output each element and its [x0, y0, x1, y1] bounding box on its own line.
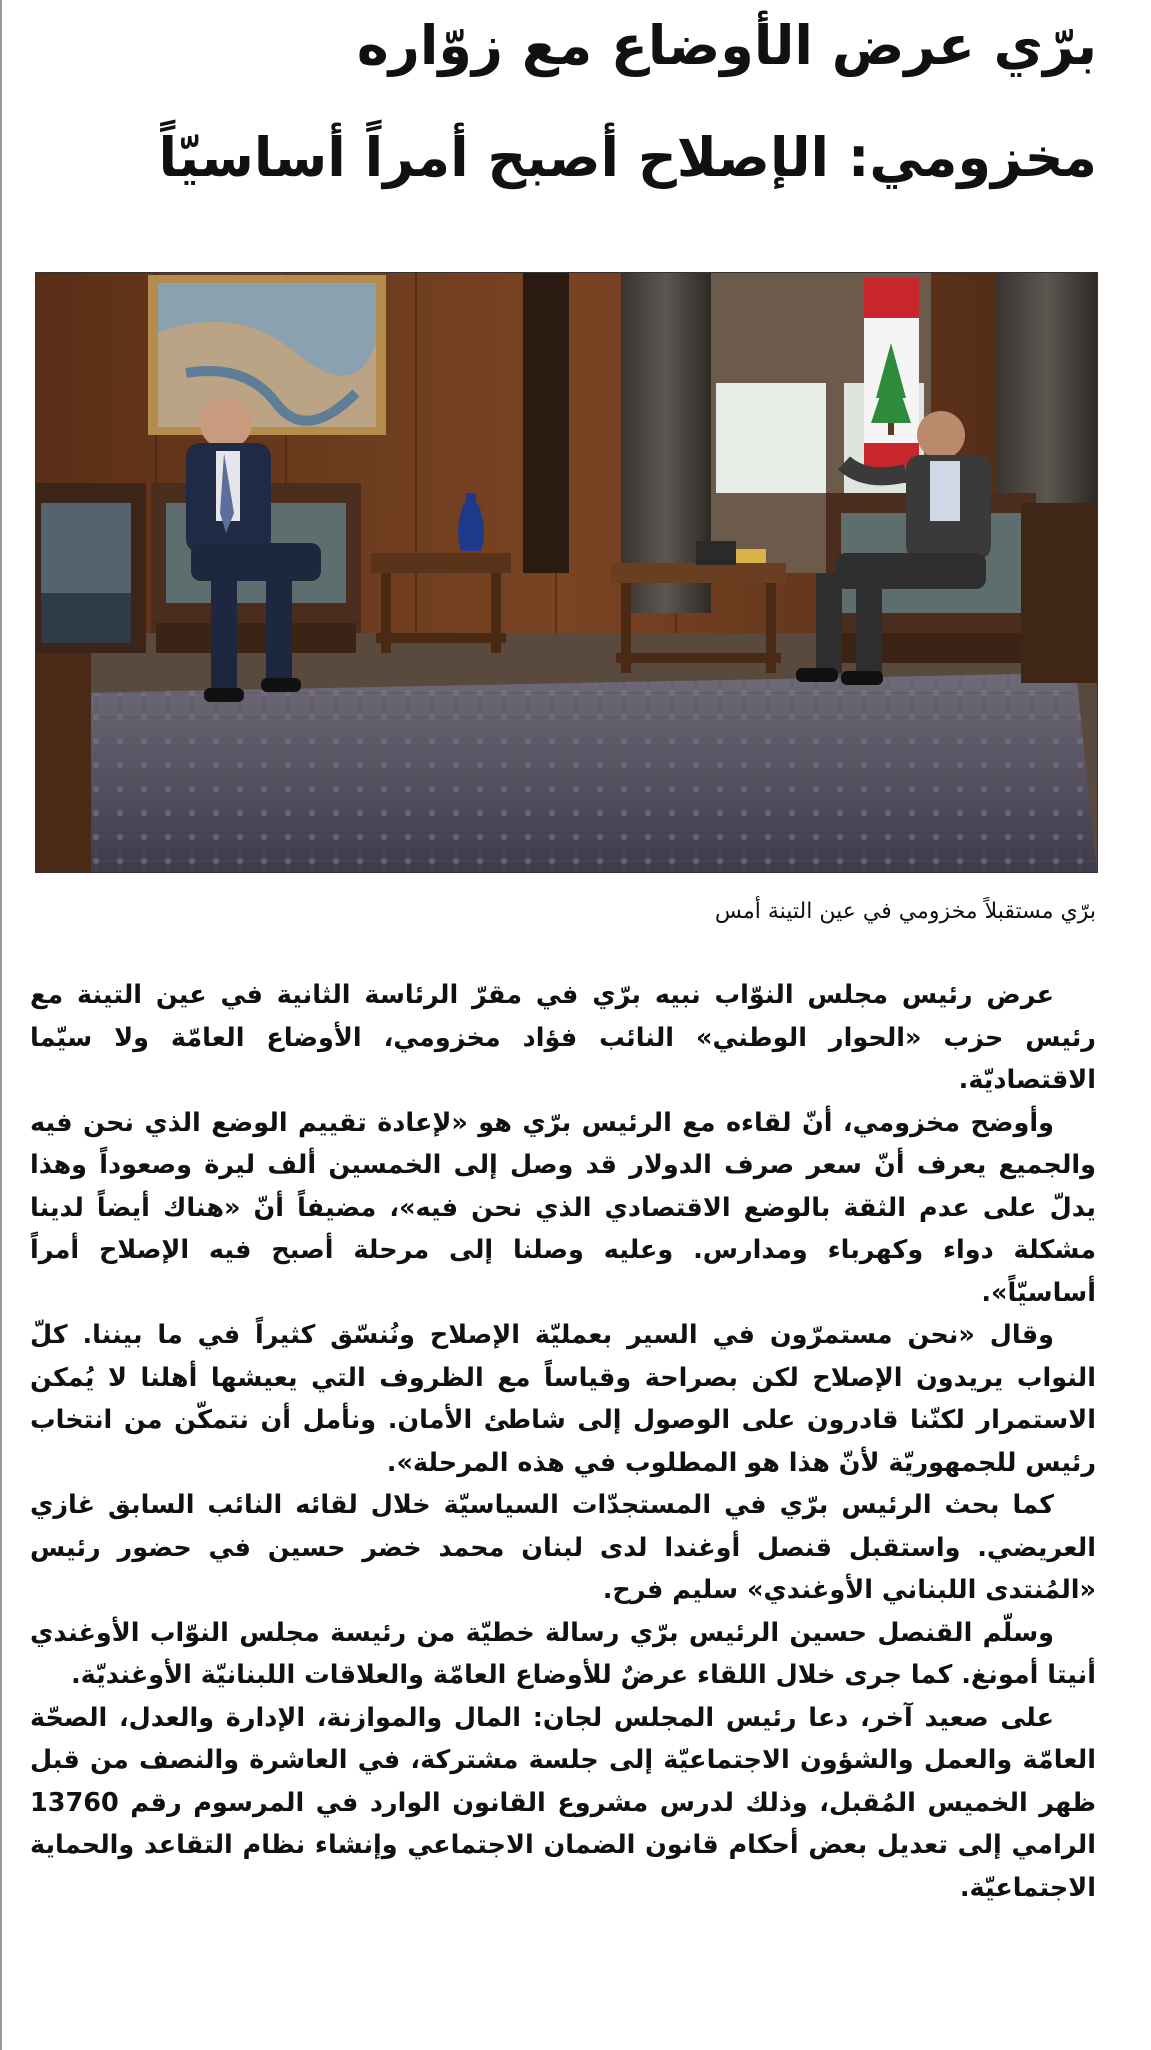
meeting-photo-illustration [36, 273, 1097, 872]
article-paragraph: وقال «نحن مستمرّون في السير بعمليّة الإصلاح ونُنسّق كثيراً في ما بيننا. كلّ النواب يريدون الإصلاح لكن بصراحة وقياساً مع الظروف التي يعيشها أهلنا لا يُمكن الاستمرار لكنّنا قادرون على الوصول إلى شاطئ الأمان. ونأمل أن نتمكّن من انتخاب رئيس للجمهوريّة لأنّ هذا هو المطلوب في هذه المرحلة». [30, 1320, 1096, 1478]
column-divider [0, 0, 2, 2050]
article-photo [35, 272, 1098, 873]
article-paragraph: على صعيد آخر، دعا رئيس المجلس لجان: المال والموازنة، الإدارة والعدل، الصحّة العامّة والعمل والشؤون الاجتماعيّة إلى جلسة مشتركة، في العاشرة والنصف من قبل ظهر الخميس المُقبل، وذلك لدرس مشروع القانون الوارد في المرسوم رقم 13760 الرامي إلى تعديل بعض أحكام قانون الضمان الاجتماعي وإنشاء نظام التقاعد والحماية الاجتماعيّة. [30, 1702, 1096, 1903]
flag-icon [864, 278, 919, 483]
article-paragraph: وسلّم القنصل حسين الرئيس برّي رسالة خطيّة من رئيسة مجلس النوّاب الأوغندي أنيتا أمونغ. كما جرى خلال اللقاء عرضٌ للأوضاع العامّة والعلاقات اللبنانيّة الأوغنديّة. [30, 1617, 1096, 1690]
article-paragraph: عرض رئيس مجلس النوّاب نبيه برّي في مقرّ الرئاسة الثانية في عين التينة مع رئيس حزب «الحوار الوطني» النائب فؤاد مخزومي، الأوضاع العامّة ولا سيّما الاقتصاديّة. [30, 980, 1096, 1095]
headline-line-2: مخزومي: الإصلاح أصبح أمراً أساسيّاً [158, 126, 1097, 189]
headline-line-1: برّي عرض الأوضاع مع زوّاره [356, 14, 1097, 77]
article-paragraph: كما بحث الرئيس برّي في المستجدّات السياسيّة خلال لقائه النائب السابق غازي العريضي. واستقبل قنصل أوغندا لدى لبنان محمد خضر حسين في حضور رئيس «المُنتدى اللبناني الأوغندي» سليم فرح. [30, 1490, 1096, 1605]
article-paragraph: وأوضح مخزومي، أنّ لقاءه مع الرئيس برّي هو «لإعادة تقييم الوضع الذي نحن فيه والجميع يعرف أنّ سعر صرف الدولار قد وصل إلى الخمسين ألف ليرة وصعوداً وهذا يدلّ على عدم الثقة بالوضع الاقتصادي الذي نحن فيه»، مضيفاً أنّ «هناك أيضاً لدينا مشكلة دواء وكهرباء ومدارس. وعليه وصلنا إلى مرحلة أصبح فيه الإصلاح أمراً أساسيّاً». [30, 1107, 1096, 1308]
photo-caption: برّي مستقبلاً مخزومي في عين التينة أمس [714, 899, 1096, 924]
article-body [30, 974, 1096, 1909]
